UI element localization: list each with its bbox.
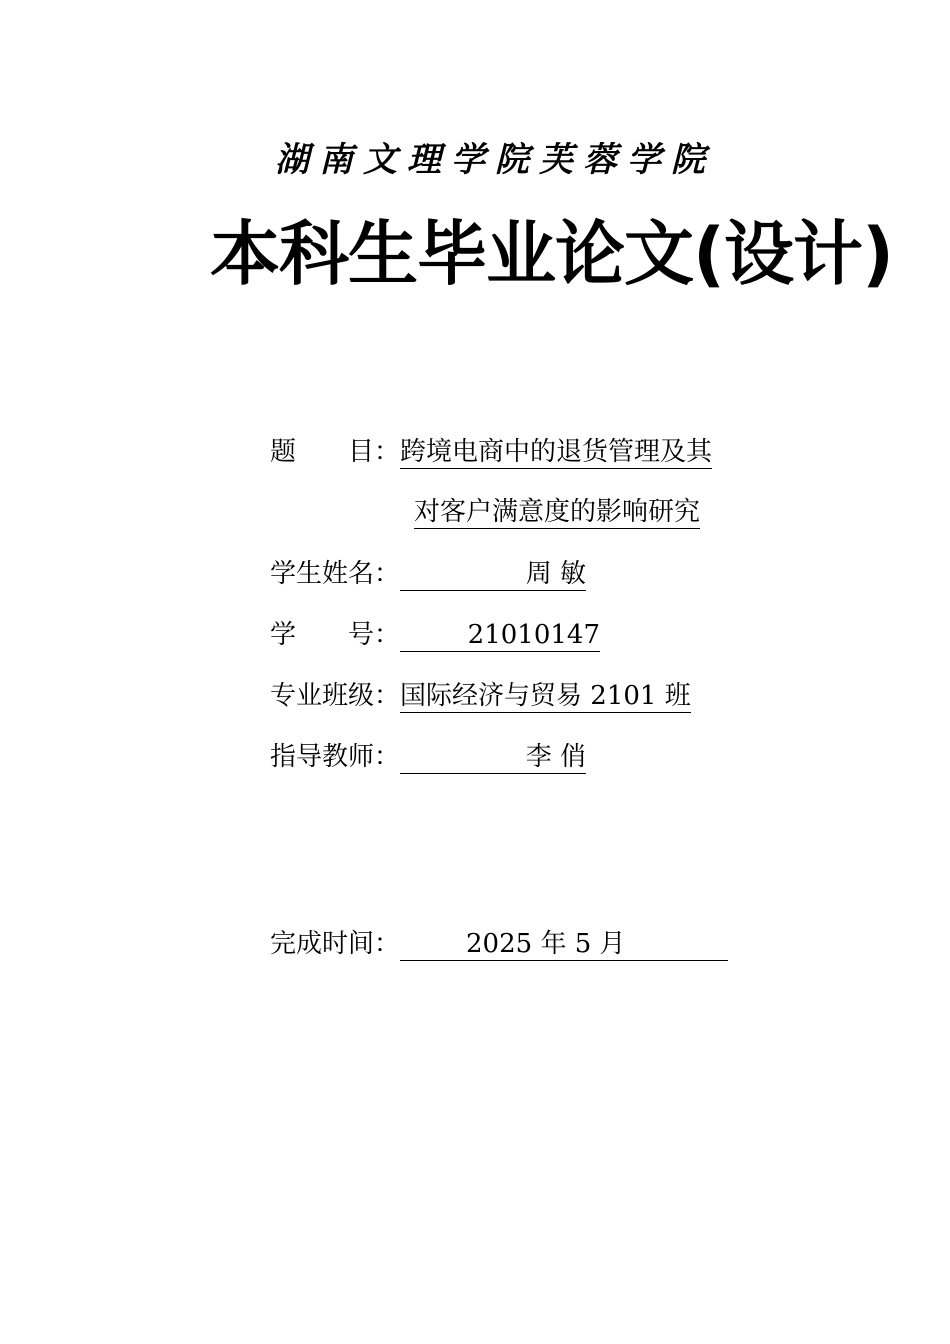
advisor-value: 李 俏 <box>400 741 586 774</box>
completion-date-label: 完成时间： <box>270 929 401 959</box>
student-id-row <box>270 617 600 653</box>
student-id-value: 21010147 <box>400 619 600 652</box>
advisor-row <box>270 739 586 775</box>
major-class-value: 国际经济与贸易 2101 班 <box>400 681 691 711</box>
student-name-value: 周 敏 <box>400 558 586 591</box>
student-name-label: 学生姓名： <box>270 559 401 589</box>
advisor-label: 指导教师： <box>270 742 401 772</box>
topic-value-line2: 对客户满意度的影响研究 <box>414 497 701 527</box>
document-title: 本科生毕业论文(设计) <box>210 213 893 295</box>
completion-date-row <box>270 926 728 962</box>
major-class-label: 专业班级： <box>270 681 401 711</box>
college-name: 湖南文理学院芙蓉学院 <box>275 140 715 180</box>
student-id-label: 学 号： <box>270 620 401 650</box>
completion-date-value: 2025 年 5 月 <box>400 928 728 961</box>
student-name-row <box>270 556 586 592</box>
topic-label: 题 目： <box>270 437 401 467</box>
topic-row <box>270 434 712 470</box>
major-class-row <box>270 678 691 714</box>
topic-value-line1: 跨境电商中的退货管理及其 <box>400 437 713 467</box>
